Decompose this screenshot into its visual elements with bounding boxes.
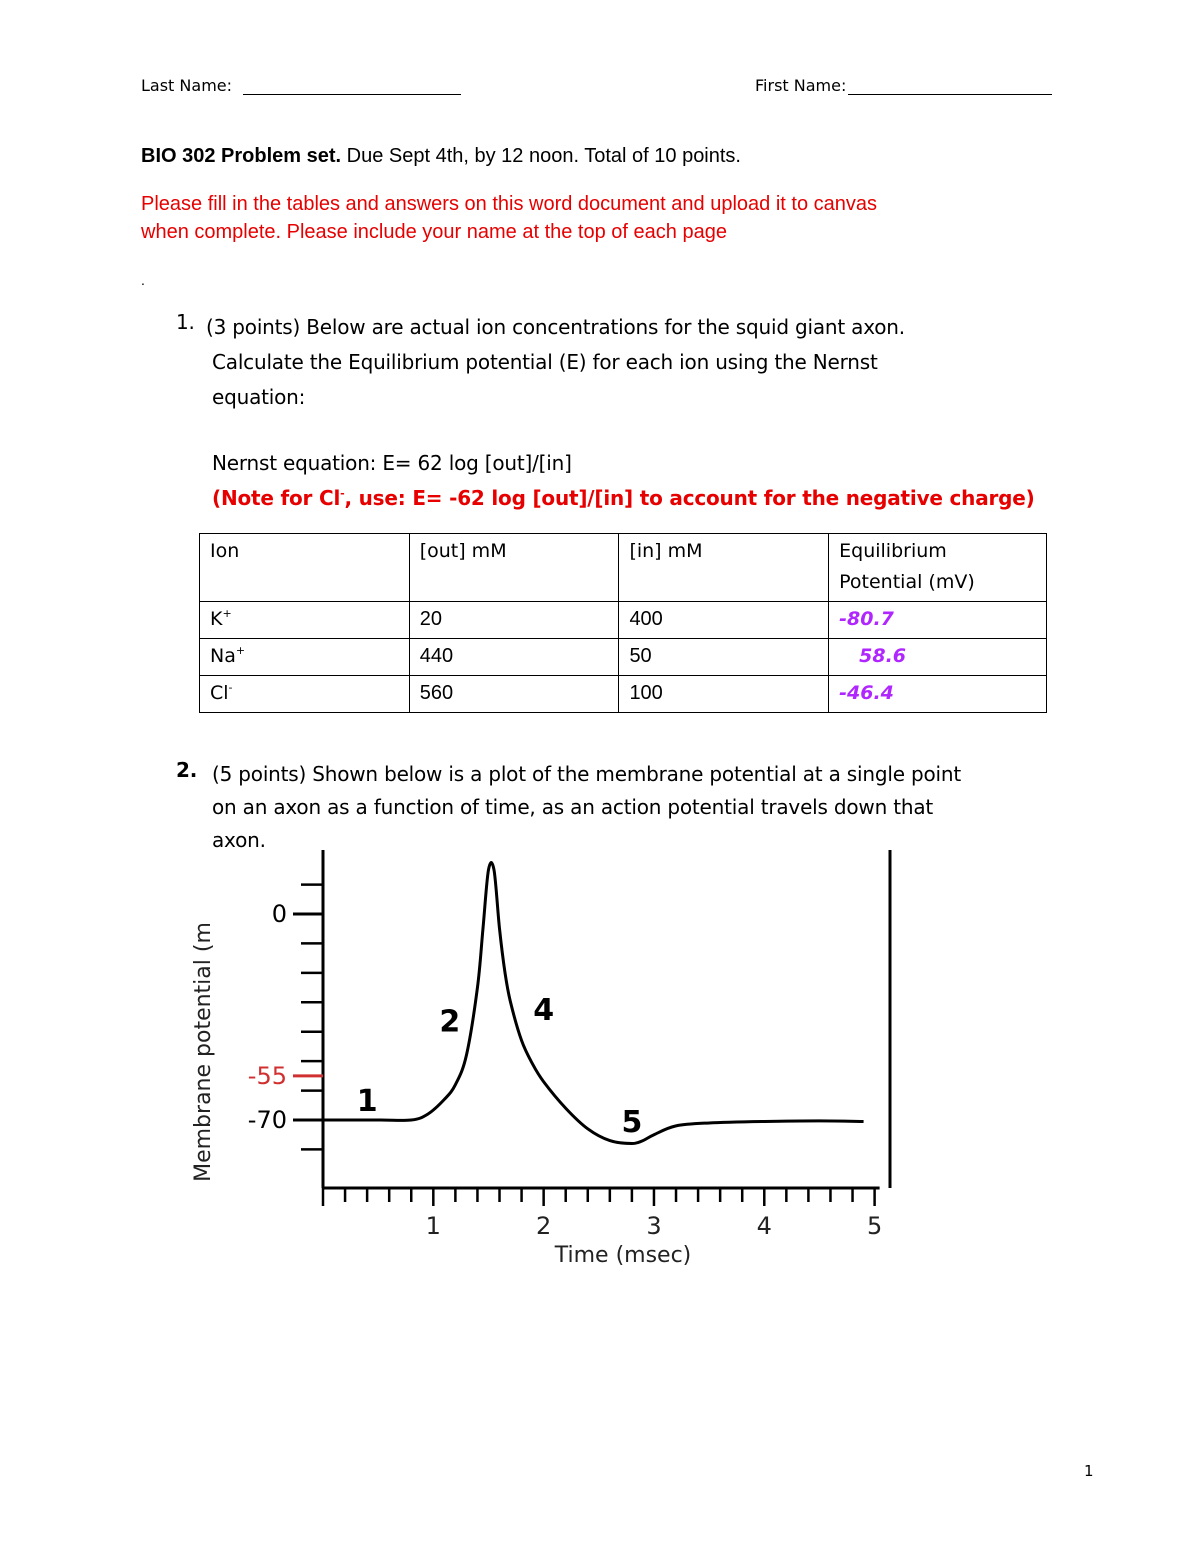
table-row (200, 676, 1047, 713)
ion-cell (200, 639, 410, 676)
q2-number: 2. (176, 758, 198, 782)
last-name-line[interactable] (243, 80, 461, 95)
out-cell: 560 (409, 676, 619, 713)
y-tick-label: -70 (247, 1106, 287, 1134)
title-rest: Due Sept 4th, by 12 noon. Total of 10 points. (341, 145, 741, 167)
first-name-line[interactable] (848, 80, 1052, 95)
membrane-potential-line (323, 863, 864, 1144)
x-tick-label: 4 (756, 1212, 772, 1240)
y-axis-label: Membrane potential (m (191, 922, 216, 1182)
in-cell: 50 (619, 639, 829, 676)
header-equilibrium (829, 534, 1047, 602)
first-name-label: First Name: (755, 76, 847, 95)
q1-text (206, 310, 905, 415)
answer-cell[interactable]: -80.7 (829, 602, 1047, 639)
last-name-field[interactable] (141, 76, 461, 95)
ion-cell (200, 602, 410, 639)
page-title (141, 145, 741, 168)
phase-label: 1 (356, 1084, 378, 1120)
in-cell: 100 (619, 676, 829, 713)
q2-line2: on an axon as a function of time, as an action potential travels down that (212, 795, 934, 819)
note-sup: - (340, 487, 345, 500)
out-cell: 440 (409, 639, 619, 676)
out-cell: 20 (409, 602, 619, 639)
nernst-equation: Nernst equation: E= 62 log [out]/[in] (212, 451, 572, 475)
header-ion: Ion (200, 534, 410, 602)
phase-label: 4 (533, 992, 555, 1028)
y-tick-label: -55 (247, 1061, 287, 1090)
x-axis-label: Time (msec) (554, 1243, 692, 1268)
title-bold: BIO 302 Problem set. (141, 145, 342, 167)
x-tick-label: 1 (425, 1212, 441, 1240)
x-tick-label: 2 (535, 1212, 552, 1240)
q1-number: 1. (176, 310, 195, 334)
ion-charge: + (222, 607, 232, 620)
ion-charge: - (228, 681, 233, 694)
instructions-line1: Please fill in the tables and answers on this word document and upload it to canvas (141, 193, 877, 215)
header-in: [in] mM (619, 534, 829, 602)
q2-line1: (5 points) Shown below is a plot of the membrane potential at a single point (212, 762, 961, 786)
in-cell: 400 (619, 602, 829, 639)
table-row (200, 602, 1047, 639)
header-out: [out] mM (409, 534, 619, 602)
q2-line3: axon. (212, 828, 266, 852)
phase-label: 2 (439, 1004, 461, 1040)
note-part-b: , use: E= -62 log [out]/[in] to account for the negative charge) (344, 486, 1035, 510)
q1-line2: Calculate the Equilibrium potential (E) for each ion using the Nernst (212, 350, 878, 374)
ion-charge: + (235, 644, 246, 657)
q1-line1: (3 points) Below are actual ion concentrations for the squid giant axon. (206, 315, 905, 339)
chloride-note (212, 486, 1035, 510)
table-row (200, 639, 1047, 676)
x-tick-label: 3 (646, 1212, 662, 1240)
header-eq-line1: Equilibrium (839, 540, 947, 562)
ion-name: K (210, 608, 223, 630)
page-number: 1 (1084, 1462, 1094, 1480)
ion-table (199, 533, 1047, 713)
header-eq-line2: Potential (mV) (839, 571, 975, 593)
ion-name: Na (210, 645, 236, 667)
q1-line3: equation: (212, 385, 306, 409)
ion-name: Cl (210, 682, 229, 704)
ion-cell (200, 676, 410, 713)
stray-dot: . (141, 272, 145, 288)
first-name-field[interactable] (755, 76, 1052, 95)
note-part-a: (Note for Cl (212, 486, 341, 510)
action-potential-chart (180, 840, 910, 1280)
instructions-line2: when complete. Please include your name at the top of each page (141, 221, 727, 243)
x-tick-label: 5 (866, 1212, 883, 1240)
phase-label: 5 (621, 1104, 643, 1140)
answer-cell[interactable]: -46.4 (829, 676, 1047, 713)
y-tick-label: 0 (271, 900, 287, 928)
answer-cell[interactable]: 58.6 (829, 639, 1047, 676)
last-name-label: Last Name: (141, 76, 233, 95)
table-header-row (200, 534, 1047, 602)
instructions (141, 190, 877, 246)
